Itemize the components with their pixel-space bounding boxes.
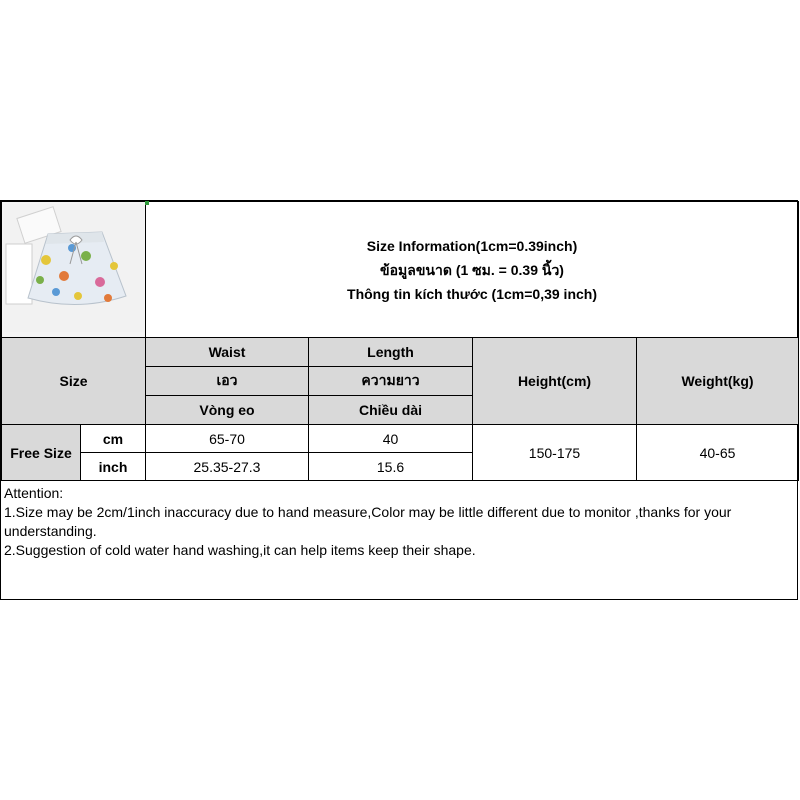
length-header-th: ความยาว (309, 367, 473, 396)
length-cm-value: 40 (309, 425, 473, 453)
size-table (1, 201, 799, 481)
corner-marker (145, 201, 149, 205)
title-thai: ข้อมูลขนาด (1 ซม. = 0.39 นิ้ว) (380, 261, 564, 278)
waist-header-en: Waist (146, 338, 309, 367)
attention-heading: Attention: (4, 485, 64, 501)
waist-header-vi: Vòng eo (146, 396, 309, 425)
unit-inch: inch (81, 453, 146, 481)
size-name-cell: Free Size (2, 425, 81, 481)
weight-header: Weight(kg) (637, 338, 799, 425)
weight-value: 40-65 (637, 425, 799, 481)
size-info-title (146, 202, 799, 338)
skirt-image (4, 204, 144, 332)
attention-notes (4, 484, 796, 560)
waist-cm-value: 65-70 (146, 425, 309, 453)
title-vietnamese: Thông tin kích thước (1cm=0,39 inch) (347, 285, 597, 302)
unit-cm: cm (81, 425, 146, 453)
title-english: Size Information(1cm=0.39inch) (366, 237, 578, 254)
height-value: 150-175 (473, 425, 637, 481)
size-chart (0, 200, 798, 600)
attention-note-2: 2.Suggestion of cold water hand washing,it can help items keep their shape. (4, 542, 476, 558)
waist-inch-value: 25.35-27.3 (146, 453, 309, 481)
length-inch-value: 15.6 (309, 453, 473, 481)
attention-note-1: 1.Size may be 2cm/1inch inaccuracy due to hand measure,Color may be little different due to monitor ,thanks for your understanding. (4, 504, 732, 539)
size-header: Size (2, 338, 146, 425)
length-header-vi: Chiều dài (309, 396, 473, 425)
height-header: Height(cm) (473, 338, 637, 425)
length-header-en: Length (309, 338, 473, 367)
product-thumbnail (2, 202, 146, 338)
waist-header-th: เอว (146, 367, 309, 396)
